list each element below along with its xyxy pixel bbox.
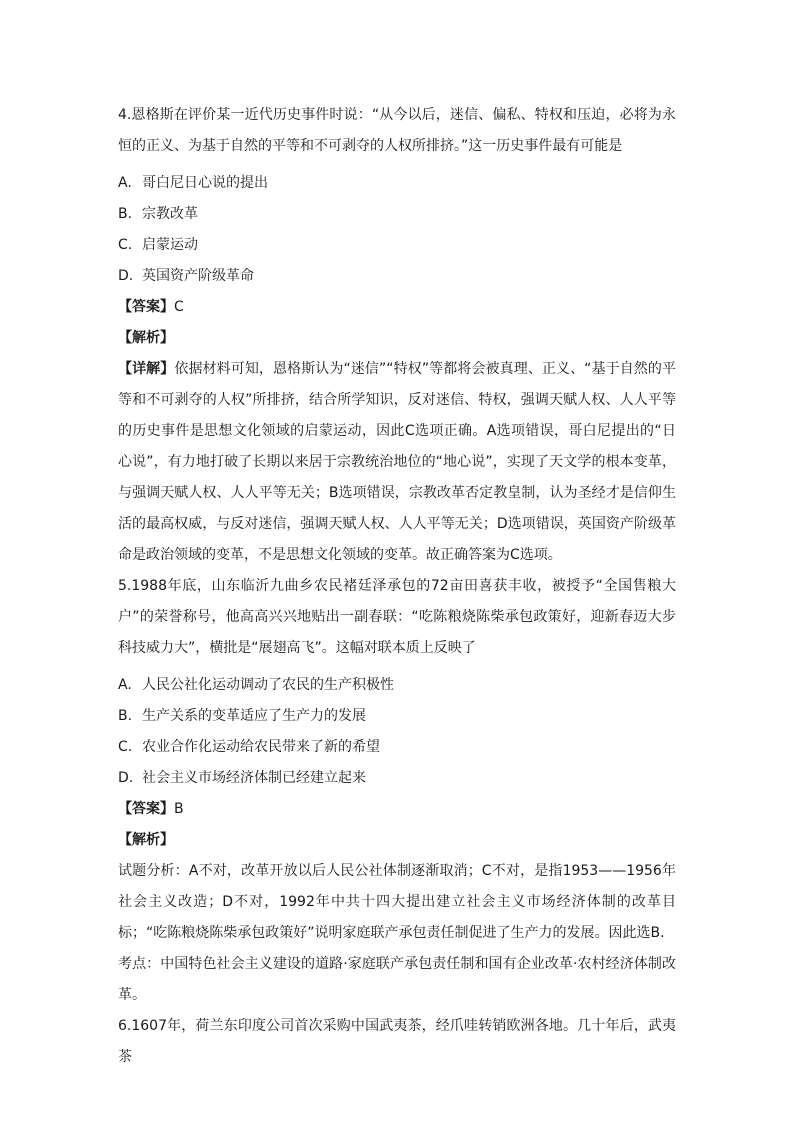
answer-tag: 【答案】 — [118, 299, 174, 315]
answer-tag: 【答案】 — [118, 801, 174, 817]
detail-text: 依据材料可知，恩格斯认为“迷信”“特权”等都将会被真理、正义、“基于自然的平等和不可剥夺的人权”所排挤，结合所学知识，反对迷信、特权，强调天赋人权、人人平等的历史事件是思想文化领域的启蒙运动，因此C选项正确。A选项错误，哥白尼提出的“日心说”，有力地打破了长期以来居于宗教统治地位的“地心说”，实现了天文学的根本变革，与强调天赋人权、人人平等无关；B选项错误，宗教改革否定教皇制，认为圣经才是信仰生活的最高权威，与反对迷信，强调天赋人权、人人平等无关；D选项错误，英国资产阶级革命是政治领域的变革，不是思想文化领域的变革。故正确答案为C选项。 — [118, 361, 676, 563]
answer-value: B — [174, 801, 184, 817]
option-text: 英国资产阶级革命 — [142, 268, 254, 284]
option-letter: A. — [118, 175, 132, 191]
option-text: 农业合作化运动给农民带来了新的希望 — [142, 739, 380, 755]
option-d — [118, 768, 676, 788]
option-letter: B. — [118, 708, 133, 724]
analysis-tag: 【解析】 — [118, 330, 174, 346]
option-b — [118, 706, 676, 726]
option-letter: D. — [118, 770, 134, 786]
detail-tag: 【详解】 — [118, 361, 175, 377]
analysis-tag: 【解析】 — [118, 832, 174, 848]
kaodian-paragraph: 考点：中国特色社会主义建设的道路·家庭联产承包责任制和国有企业改革·农村经济体制改革。 — [118, 956, 676, 1003]
detail-paragraph — [118, 354, 676, 571]
option-letter: B. — [118, 206, 133, 222]
option-text: 哥白尼日心说的提出 — [142, 175, 268, 191]
option-text: 宗教改革 — [142, 206, 198, 222]
option-text: 启蒙运动 — [142, 237, 198, 253]
option-letter: C. — [118, 237, 133, 253]
option-a — [118, 173, 676, 193]
option-letter: C. — [118, 739, 133, 755]
option-b — [118, 204, 676, 224]
answer-value: C — [174, 299, 184, 315]
option-text: 人民公社化运动调动了农民的生产积极性 — [142, 677, 394, 693]
question-stem: 6.1607年，荷兰东印度公司首次采购中国武夷茶，经爪哇转销欧洲各地。几十年后，武夷茶 — [118, 1018, 676, 1065]
answer-line — [118, 297, 676, 317]
question-6 — [118, 1011, 676, 1073]
analysis-paragraph: 试题分析：A不对，改革开放以后人民公社体制逐渐取消；C不对，是指1953——1956年社会主义改造；D不对，1992年中共十四大提出建立社会主义市场经济体制的改革目标；“吃陈粮烧陈柴承包政策好”说明家庭联产承包责任制促进了生产力的发展。因此选B. — [118, 863, 676, 941]
option-d — [118, 266, 676, 286]
option-c — [118, 737, 676, 757]
option-letter: D. — [118, 268, 134, 284]
analysis-line — [118, 830, 676, 850]
option-text: 生产关系的变革适应了生产力的发展 — [142, 708, 366, 724]
question-4 — [118, 100, 676, 571]
question-5 — [118, 571, 676, 1011]
option-text: 社会主义市场经济体制已经建立起来 — [142, 770, 366, 786]
analysis-line — [118, 328, 676, 348]
option-a — [118, 675, 676, 695]
option-c — [118, 235, 676, 255]
question-stem: 5.1988年底，山东临沂九曲乡农民褚廷泽承包的72亩田喜获丰收，被授予“全国售粮大户”的荣誉称号，他高高兴兴地贴出一副春联：“吃陈粮烧陈柴承包政策好，迎新春迈大步科技威力大”，横批是“展翅高飞”。这幅对联本质上反映了 — [118, 578, 676, 656]
document-content — [118, 100, 676, 1073]
answer-line — [118, 799, 676, 819]
option-letter: A. — [118, 677, 132, 693]
question-stem: 4.恩格斯在评价某一近代历史事件时说：“从今以后，迷信、偏私、特权和压迫，必将为永恒的正义、为基于自然的平等和不可剥夺的人权所排挤。”这一历史事件最有可能是 — [118, 107, 676, 154]
